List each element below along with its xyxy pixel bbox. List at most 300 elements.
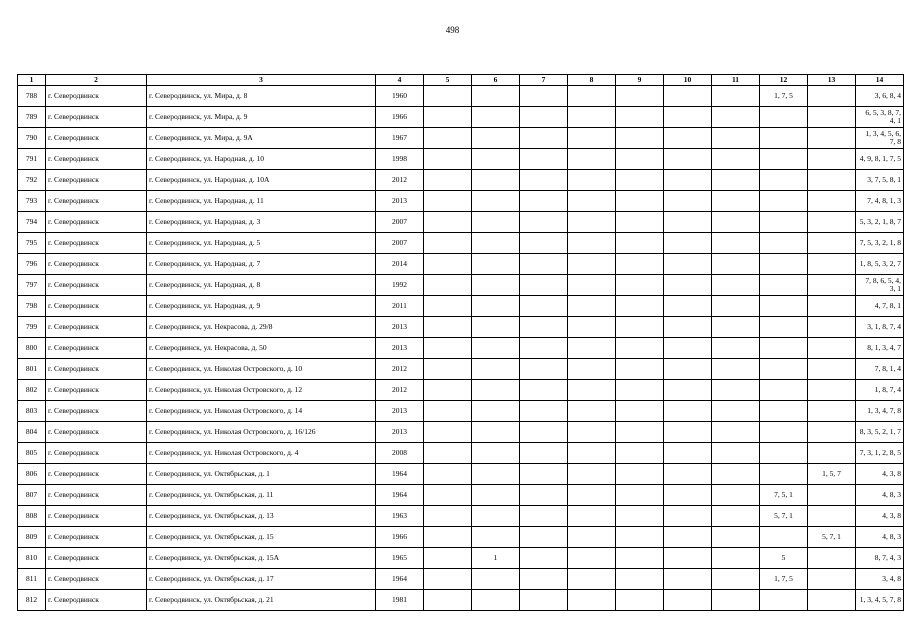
col-9-cell (616, 380, 664, 401)
col-13-cell (808, 359, 856, 380)
col-13-cell (808, 401, 856, 422)
col-5-cell (424, 548, 472, 569)
col-10-cell (664, 590, 712, 611)
col-10-cell (664, 191, 712, 212)
col-6-cell (472, 590, 520, 611)
col-12-cell: 5, 7, 1 (760, 506, 808, 527)
col-14-cell: 1, 3, 4, 7, 8 (856, 401, 904, 422)
col-9-cell (616, 254, 664, 275)
col-6-cell (472, 485, 520, 506)
col-7-cell (520, 359, 568, 380)
col-12-cell (760, 212, 808, 233)
address-cell: г. Северодвинск, ул. Народная, д. 7 (147, 254, 376, 275)
col-10-cell (664, 506, 712, 527)
col-14-cell: 4, 8, 3 (856, 527, 904, 548)
col-7-cell (520, 548, 568, 569)
col-5-cell (424, 527, 472, 548)
col-11-cell (712, 233, 760, 254)
col-5-cell (424, 569, 472, 590)
col-12-cell (760, 128, 808, 149)
col-7-cell (520, 380, 568, 401)
address-cell: г. Северодвинск, ул. Некрасова, д. 50 (147, 338, 376, 359)
table-row (18, 527, 904, 548)
address-cell: г. Северодвинск, ул. Народная, д. 10А (147, 170, 376, 191)
column-header-4: 4 (376, 75, 424, 86)
col-6-cell (472, 191, 520, 212)
col-5-cell (424, 149, 472, 170)
col-10-cell (664, 338, 712, 359)
address-cell: г. Северодвинск, ул. Октябрьская, д. 1 (147, 464, 376, 485)
col-9-cell (616, 359, 664, 380)
col-5-cell (424, 380, 472, 401)
col-9-cell (616, 569, 664, 590)
col-8-cell (568, 443, 616, 464)
col-11-cell (712, 590, 760, 611)
col-14-cell: 7, 3, 1, 2, 8, 5 (856, 443, 904, 464)
year-cell: 1966 (376, 107, 424, 128)
table-row (18, 506, 904, 527)
col-8-cell (568, 170, 616, 191)
column-header-5: 5 (424, 75, 472, 86)
row-number: 795 (18, 233, 46, 254)
address-cell: г. Северодвинск, ул. Мира, д. 9А (147, 128, 376, 149)
col-13-cell (808, 233, 856, 254)
col-7-cell (520, 128, 568, 149)
municipality-cell: г. Северодвинск (46, 212, 147, 233)
year-cell: 1963 (376, 506, 424, 527)
col-13-cell (808, 443, 856, 464)
col-14-cell: 7, 8, 1, 4 (856, 359, 904, 380)
col-8-cell (568, 86, 616, 107)
col-8-cell (568, 527, 616, 548)
municipality-cell: г. Северодвинск (46, 548, 147, 569)
row-number: 808 (18, 506, 46, 527)
row-number: 800 (18, 338, 46, 359)
col-8-cell (568, 275, 616, 296)
col-6-cell (472, 569, 520, 590)
col-12-cell (760, 401, 808, 422)
col-6-cell (472, 380, 520, 401)
col-6-cell (472, 86, 520, 107)
col-9-cell (616, 191, 664, 212)
col-8-cell (568, 422, 616, 443)
col-10-cell (664, 107, 712, 128)
col-9-cell (616, 212, 664, 233)
col-11-cell (712, 317, 760, 338)
col-7-cell (520, 590, 568, 611)
page-number: 498 (445, 25, 460, 35)
col-10-cell (664, 296, 712, 317)
col-5-cell (424, 254, 472, 275)
address-cell: г. Северодвинск, ул. Октябрьская, д. 21 (147, 590, 376, 611)
col-14-cell: 1, 3, 4, 5, 6, 7, 8 (856, 128, 904, 149)
col-7-cell (520, 506, 568, 527)
col-13-cell (808, 317, 856, 338)
column-header-2: 2 (46, 75, 147, 86)
row-number: 796 (18, 254, 46, 275)
municipality-cell: г. Северодвинск (46, 422, 147, 443)
col-8-cell (568, 548, 616, 569)
table-row (18, 212, 904, 233)
col-14-cell: 1, 3, 4, 5, 7, 8 (856, 590, 904, 611)
col-13-cell (808, 590, 856, 611)
col-12-cell (760, 338, 808, 359)
col-8-cell (568, 590, 616, 611)
col-10-cell (664, 317, 712, 338)
col-10-cell (664, 401, 712, 422)
col-14-cell: 4, 7, 8, 1 (856, 296, 904, 317)
col-11-cell (712, 296, 760, 317)
col-9-cell (616, 296, 664, 317)
row-number: 788 (18, 86, 46, 107)
col-9-cell (616, 338, 664, 359)
col-5-cell (424, 296, 472, 317)
year-cell: 1960 (376, 86, 424, 107)
col-6-cell (472, 275, 520, 296)
col-7-cell (520, 254, 568, 275)
col-7-cell (520, 296, 568, 317)
col-12-cell (760, 380, 808, 401)
column-header-11: 11 (712, 75, 760, 86)
col-11-cell (712, 170, 760, 191)
row-number: 790 (18, 128, 46, 149)
col-7-cell (520, 107, 568, 128)
col-11-cell (712, 527, 760, 548)
col-8-cell (568, 380, 616, 401)
col-8-cell (568, 296, 616, 317)
registry-table (17, 74, 904, 611)
col-14-cell: 5, 3, 2, 1, 8, 7 (856, 212, 904, 233)
col-9-cell (616, 506, 664, 527)
col-9-cell (616, 464, 664, 485)
col-6-cell (472, 401, 520, 422)
col-9-cell (616, 527, 664, 548)
col-6-cell (472, 317, 520, 338)
row-number: 806 (18, 464, 46, 485)
col-10-cell (664, 212, 712, 233)
col-10-cell (664, 359, 712, 380)
col-10-cell (664, 527, 712, 548)
col-10-cell (664, 548, 712, 569)
col-11-cell (712, 128, 760, 149)
address-cell: г. Северодвинск, ул. Николая Островского, д. 14 (147, 401, 376, 422)
municipality-cell: г. Северодвинск (46, 233, 147, 254)
col-8-cell (568, 317, 616, 338)
table-body (18, 86, 904, 611)
col-10-cell (664, 128, 712, 149)
col-11-cell (712, 401, 760, 422)
col-14-cell: 1, 8, 7, 4 (856, 380, 904, 401)
column-header-8: 8 (568, 75, 616, 86)
col-5-cell (424, 128, 472, 149)
municipality-cell: г. Северодвинск (46, 527, 147, 548)
col-5-cell (424, 485, 472, 506)
year-cell: 2013 (376, 422, 424, 443)
year-cell: 2007 (376, 212, 424, 233)
year-cell: 1967 (376, 128, 424, 149)
col-13-cell (808, 485, 856, 506)
col-5-cell (424, 422, 472, 443)
col-13-cell (808, 296, 856, 317)
row-number: 803 (18, 401, 46, 422)
col-13-cell (808, 107, 856, 128)
col-10-cell (664, 170, 712, 191)
col-10-cell (664, 233, 712, 254)
col-8-cell (568, 107, 616, 128)
col-6-cell (472, 527, 520, 548)
col-8-cell (568, 338, 616, 359)
row-number: 809 (18, 527, 46, 548)
year-cell: 2013 (376, 401, 424, 422)
table-row (18, 128, 904, 149)
municipality-cell: г. Северодвинск (46, 464, 147, 485)
col-7-cell (520, 401, 568, 422)
municipality-cell: г. Северодвинск (46, 506, 147, 527)
col-13-cell (808, 380, 856, 401)
table-row (18, 422, 904, 443)
col-12-cell (760, 464, 808, 485)
col-5-cell (424, 359, 472, 380)
col-12-cell (760, 275, 808, 296)
col-7-cell (520, 569, 568, 590)
municipality-cell: г. Северодвинск (46, 443, 147, 464)
col-5-cell (424, 233, 472, 254)
col-13-cell (808, 548, 856, 569)
col-14-cell: 3, 6, 8, 4 (856, 86, 904, 107)
column-header-13: 13 (808, 75, 856, 86)
col-12-cell (760, 107, 808, 128)
table-row (18, 233, 904, 254)
col-5-cell (424, 338, 472, 359)
table-row (18, 548, 904, 569)
col-7-cell (520, 170, 568, 191)
row-number: 791 (18, 149, 46, 170)
col-11-cell (712, 212, 760, 233)
col-12-cell (760, 170, 808, 191)
col-13-cell: 1, 5, 7 (808, 464, 856, 485)
col-9-cell (616, 170, 664, 191)
col-10-cell (664, 149, 712, 170)
col-7-cell (520, 275, 568, 296)
col-10-cell (664, 422, 712, 443)
col-8-cell (568, 191, 616, 212)
address-cell: г. Северодвинск, ул. Николая Островского, д. 10 (147, 359, 376, 380)
col-8-cell (568, 569, 616, 590)
col-5-cell (424, 464, 472, 485)
year-cell: 1966 (376, 527, 424, 548)
col-12-cell (760, 443, 808, 464)
col-12-cell: 1, 7, 5 (760, 86, 808, 107)
col-6-cell (472, 359, 520, 380)
col-12-cell (760, 254, 808, 275)
col-8-cell (568, 506, 616, 527)
col-12-cell (760, 233, 808, 254)
table-row (18, 296, 904, 317)
col-6-cell (472, 233, 520, 254)
municipality-cell: г. Северодвинск (46, 359, 147, 380)
col-6-cell (472, 149, 520, 170)
address-cell: г. Северодвинск, ул. Октябрьская, д. 11 (147, 485, 376, 506)
col-12-cell (760, 590, 808, 611)
column-header-6: 6 (472, 75, 520, 86)
col-7-cell (520, 464, 568, 485)
year-cell: 1964 (376, 569, 424, 590)
municipality-cell: г. Северодвинск (46, 317, 147, 338)
address-cell: г. Северодвинск, ул. Октябрьская, д. 13 (147, 506, 376, 527)
col-12-cell (760, 296, 808, 317)
table-row (18, 464, 904, 485)
col-14-cell: 8, 1, 3, 4, 7 (856, 338, 904, 359)
municipality-cell: г. Северодвинск (46, 149, 147, 170)
row-number: 804 (18, 422, 46, 443)
col-13-cell: 5, 7, 1 (808, 527, 856, 548)
col-8-cell (568, 128, 616, 149)
col-12-cell (760, 191, 808, 212)
col-11-cell (712, 149, 760, 170)
col-8-cell (568, 149, 616, 170)
year-cell: 2013 (376, 317, 424, 338)
col-11-cell (712, 464, 760, 485)
row-number: 807 (18, 485, 46, 506)
col-9-cell (616, 443, 664, 464)
row-number: 805 (18, 443, 46, 464)
col-11-cell (712, 107, 760, 128)
municipality-cell: г. Северодвинск (46, 401, 147, 422)
municipality-cell: г. Северодвинск (46, 380, 147, 401)
year-cell: 1992 (376, 275, 424, 296)
col-6-cell (472, 338, 520, 359)
col-11-cell (712, 338, 760, 359)
col-14-cell: 7, 5, 3, 2, 1, 8 (856, 233, 904, 254)
col-10-cell (664, 380, 712, 401)
row-number: 793 (18, 191, 46, 212)
table-row (18, 170, 904, 191)
table-row (18, 86, 904, 107)
row-number: 792 (18, 170, 46, 191)
col-11-cell (712, 191, 760, 212)
table-row (18, 485, 904, 506)
col-5-cell (424, 401, 472, 422)
year-cell: 2014 (376, 254, 424, 275)
year-cell: 1964 (376, 485, 424, 506)
col-14-cell: 7, 4, 8, 1, 3 (856, 191, 904, 212)
col-5-cell (424, 86, 472, 107)
col-13-cell (808, 149, 856, 170)
row-number: 801 (18, 359, 46, 380)
col-12-cell (760, 359, 808, 380)
col-10-cell (664, 443, 712, 464)
table-row (18, 401, 904, 422)
year-cell: 1981 (376, 590, 424, 611)
col-11-cell (712, 275, 760, 296)
col-13-cell (808, 422, 856, 443)
row-number: 812 (18, 590, 46, 611)
col-14-cell: 7, 8, 6, 5, 4, 3, 1 (856, 275, 904, 296)
year-cell: 2012 (376, 170, 424, 191)
col-7-cell (520, 149, 568, 170)
col-7-cell (520, 485, 568, 506)
address-cell: г. Северодвинск, ул. Мира, д. 8 (147, 86, 376, 107)
year-cell: 2012 (376, 380, 424, 401)
year-cell: 1965 (376, 548, 424, 569)
col-10-cell (664, 254, 712, 275)
col-13-cell (808, 254, 856, 275)
col-10-cell (664, 86, 712, 107)
col-10-cell (664, 485, 712, 506)
col-10-cell (664, 569, 712, 590)
address-cell: г. Северодвинск, ул. Мира, д. 9 (147, 107, 376, 128)
col-10-cell (664, 464, 712, 485)
header-row (18, 75, 904, 86)
col-12-cell: 5 (760, 548, 808, 569)
col-11-cell (712, 506, 760, 527)
col-14-cell: 3, 1, 8, 7, 4 (856, 317, 904, 338)
col-9-cell (616, 275, 664, 296)
col-14-cell: 8, 7, 4, 3 (856, 548, 904, 569)
table-row (18, 569, 904, 590)
col-9-cell (616, 317, 664, 338)
col-5-cell (424, 212, 472, 233)
col-13-cell (808, 170, 856, 191)
municipality-cell: г. Северодвинск (46, 107, 147, 128)
row-number: 810 (18, 548, 46, 569)
col-5-cell (424, 590, 472, 611)
col-13-cell (808, 275, 856, 296)
table-row (18, 254, 904, 275)
table-header (18, 75, 904, 86)
col-11-cell (712, 443, 760, 464)
col-11-cell (712, 380, 760, 401)
col-14-cell: 3, 7, 5, 8, 1 (856, 170, 904, 191)
col-6-cell (472, 506, 520, 527)
address-cell: г. Северодвинск, ул. Народная, д. 10 (147, 149, 376, 170)
row-number: 798 (18, 296, 46, 317)
municipality-cell: г. Северодвинск (46, 485, 147, 506)
table-row (18, 191, 904, 212)
address-cell: г. Северодвинск, ул. Николая Островского, д. 12 (147, 380, 376, 401)
col-12-cell: 1, 7, 5 (760, 569, 808, 590)
address-cell: г. Северодвинск, ул. Октябрьская, д. 17 (147, 569, 376, 590)
col-12-cell (760, 527, 808, 548)
col-6-cell (472, 296, 520, 317)
col-13-cell (808, 86, 856, 107)
col-7-cell (520, 233, 568, 254)
col-5-cell (424, 107, 472, 128)
year-cell: 1964 (376, 464, 424, 485)
col-5-cell (424, 191, 472, 212)
col-14-cell: 4, 9, 8, 1, 7, 5 (856, 149, 904, 170)
col-14-cell: 4, 3, 8 (856, 464, 904, 485)
table-row (18, 443, 904, 464)
col-9-cell (616, 149, 664, 170)
row-number: 789 (18, 107, 46, 128)
row-number: 799 (18, 317, 46, 338)
col-9-cell (616, 86, 664, 107)
col-6-cell (472, 443, 520, 464)
col-9-cell (616, 590, 664, 611)
municipality-cell: г. Северодвинск (46, 128, 147, 149)
col-6-cell (472, 212, 520, 233)
year-cell: 2012 (376, 359, 424, 380)
col-13-cell (808, 338, 856, 359)
col-11-cell (712, 569, 760, 590)
column-header-1: 1 (18, 75, 46, 86)
year-cell: 1998 (376, 149, 424, 170)
column-header-12: 12 (760, 75, 808, 86)
col-5-cell (424, 275, 472, 296)
row-number: 794 (18, 212, 46, 233)
column-header-9: 9 (616, 75, 664, 86)
